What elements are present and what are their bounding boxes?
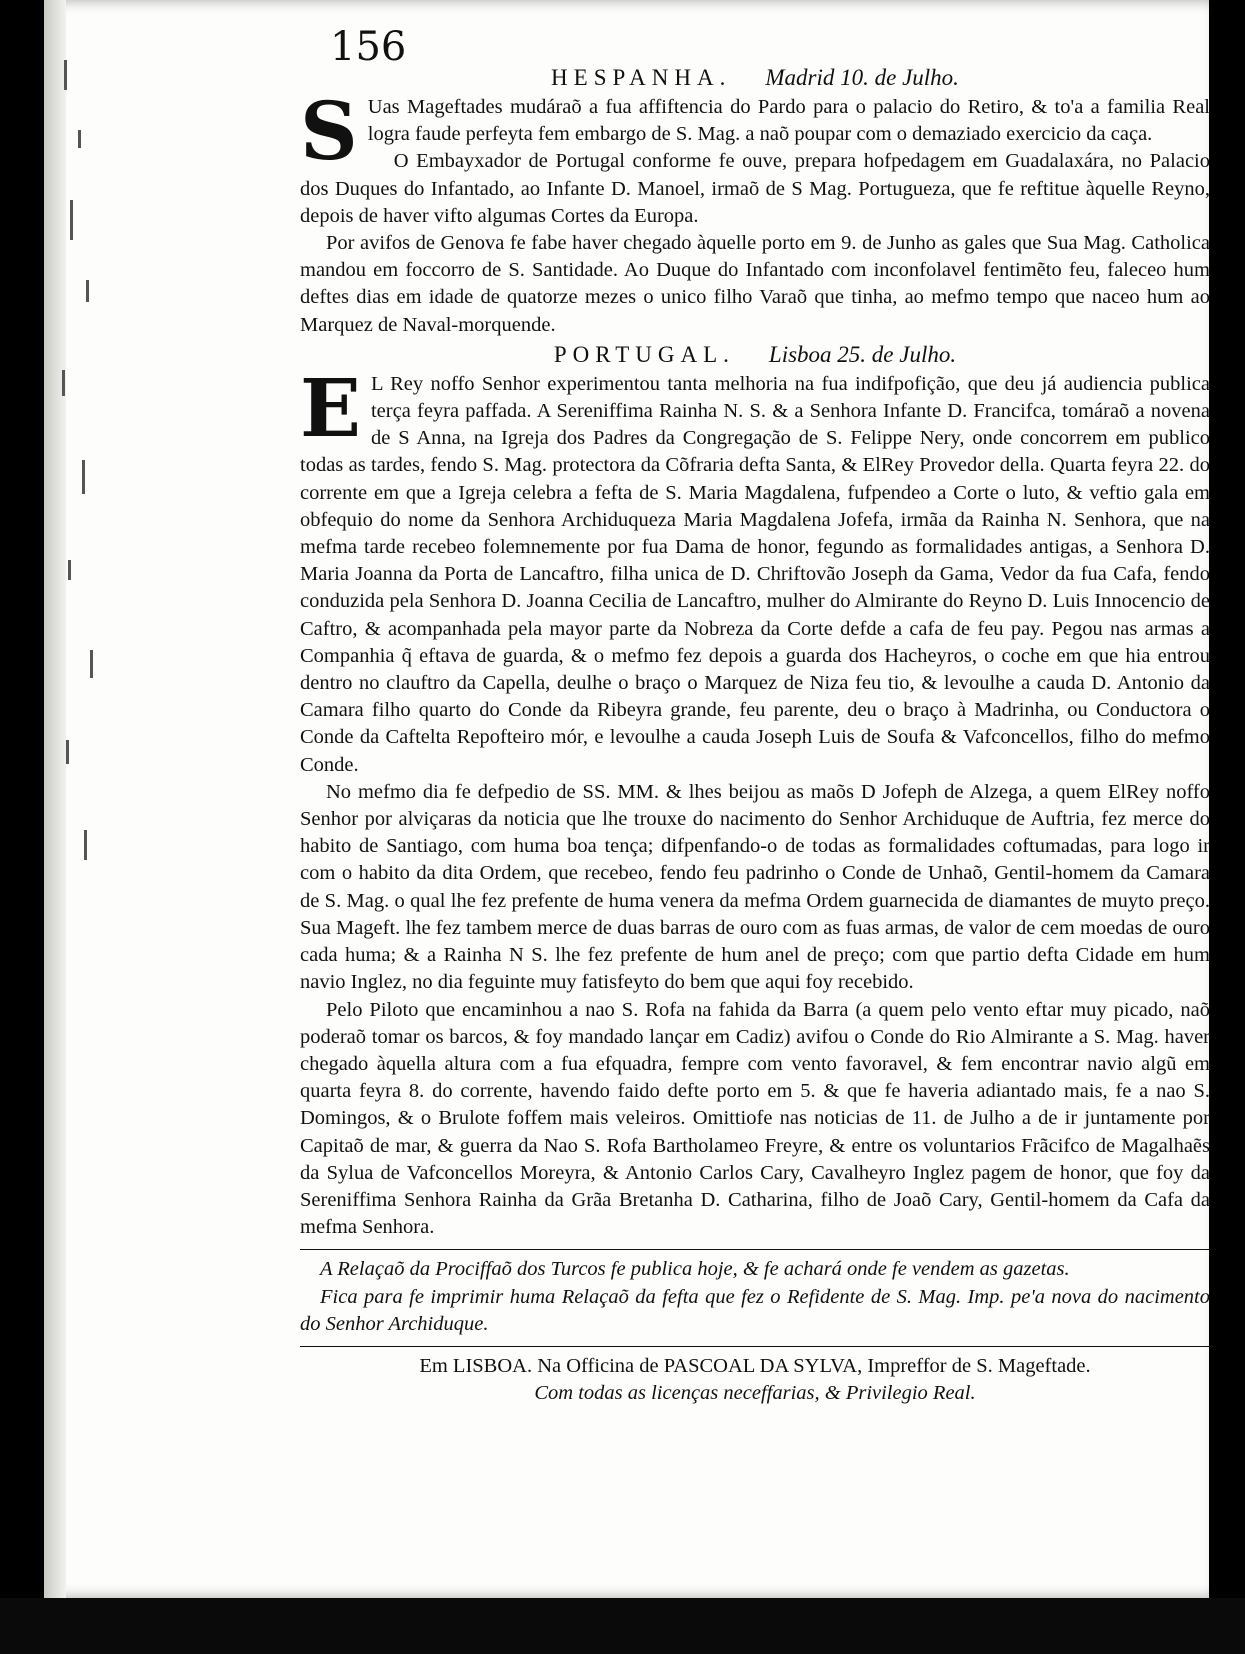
paragraph-text: Uas Mageftades mudáraõ a fua affiftencia do Pardo para o palacio do Retiro, & to'a a familia Real logra faude perfeyta fem embargo de S. Mag. a naõ poupar com o demaziado exercicio da caça. <box>367 96 1210 146</box>
divider-rule <box>300 1346 1210 1347</box>
notice-line: Fica para fe imprimir huma Relaçaõ da fefta que fez o Refidente de S. Mag. Imp. pe'a nova do nacimento do Senhor Archiduque. <box>300 1285 1210 1335</box>
imprint-printer: Em LISBOA. Na Officina de PASCOAL DA SYLVA, Impreffor de S. Mageftade. <box>419 1354 1091 1377</box>
divider-rule <box>300 1249 1210 1250</box>
section-title: PORTUGAL. <box>553 341 735 367</box>
scan-border <box>0 1598 1245 1654</box>
drop-cap: S <box>300 84 358 178</box>
section-dateline: Madrid 10. de Julho. <box>765 65 959 90</box>
article-paragraph: Por avifos de Genova fe fabe haver chegado àquelle porto em 9. de Junho as gales que Sua Mag. Catholica mandou em foccorro de S. Santidade. Ao Duque do Infantado com inconfolavel fentimẽto feu, faleceo hum deftes dias em idade de quatorze mezes o unico filho Varaõ que tinha, ao mefmo tempo que naceo hum ao Marquez de Naval-morquende. <box>300 232 1210 336</box>
article-paragraph <box>300 360 1210 779</box>
section-headline-hespanha <box>300 64 1210 94</box>
margin-bleed-marks <box>56 40 126 1040</box>
section-dateline: Lisboa 25. de Julho. <box>768 341 957 367</box>
article-paragraph: Pelo Piloto que encaminhou a nao S. Rofa na fahida da Barra (a quem pelo vento eftar muy picado, naõ poderaõ tomar os barcos, & foy mandado lançar em Cadiz) avifou o Conde do Rio Almirante a S. Mag. haver chegado àquella altura com a fua efquadra, fempre com vento favoravel, & fem encontrar navio algũ em quarta feyra 8. do corrente, havendo faido defte porto em 5. & que fe haveria adiantado mais, fe a nao S. Domingos, & o Brulote foffem mais veleiros. Omittiofe nas noticias de 11. de Julho a de ir juntamente por Capitaõ de mar, & guerra da Nao S. Rofa Bartholameo Freyre, & entre os voluntarios Frãcifco de Magalhaẽs da Sylua de Vafconcellos Moreyra, & Antonio Carlos Cary, Cavalheyro Inglez pagem de honor, que foy da Sereniffima Senhora Rainha da Grãa Bretanha D. Catharina, filho de Joaõ Cary, Gentil-homem da Cafa da mefma Senhora. <box>300 998 1210 1239</box>
page-content <box>300 26 1210 1407</box>
article-paragraph: O Embayxador de Portugal conforme fe ouve, prepara hofpedagem em Guadalaxára, no Palacio dos Duques do Infantado, ao Infante D. Manoel, irmaõ de S Mag. Portugueza, que fe reftitue àquelle Reyno, depois de haver vifto algumas Cortes da Europa. <box>300 150 1210 227</box>
page-number: 156 <box>330 24 407 70</box>
section-title: HESPANHA. <box>551 65 732 90</box>
section-headline-portugal <box>300 341 1210 371</box>
paragraph-text: L Rey noffo Senhor experimentou tanta melhoria na fua indifpofição, que deu já audiencia publica terça feyra paffada. A Sereniffima Rainha N. S. & a Senhora Infante D. Francifca, tomáraõ a novena de S Anna, na Igreja dos Padres da Congregação de S. Felippe Nery, onde concorrem em publico todas as tardes, fendo S. Mag. protectora da Cõfraria defta Santa, & ElRey Provedor della. Quarta feyra 22. do corrente em que a Igreja celebra a fefta de S. Maria Magdalena, fufpendeo a Corte o luto, & veftio gala em obfequio do nome da Senhora Archiduqueza Maria Magdalena Jofefa, irmãa da Rainha N. Senhora, que na mefma tarde recebeo folemnemente por fua Dama de honor, fegundo as formalidades antigas, a Senhora D. Maria Joanna da Porta de Lancaftro, filha unica de D. Chriftovão Joseph da Gama, Vedor da fua Cafa, fendo conduzida pela Senhora D. Joanna Cecilia de Lancaftro, mulher do Almirante do Reyno D. Luis Innocencio de Caftro, & acompanhada pela mayor parte da Nobreza da Corte defde a cafa de feu pay. Pegou nas armas a Companhia q̃ eftava de guarda, & o mefmo fez depois a guarda dos Hacheyros, o coche em que hia entrou dentro no clauftro da Capella, deulhe o braço o Marquez de Niza feu tio, & levoulhe a cauda D. Antonio da Camara filho quarto do Conde da Ribeyra grande, feu parente, deu o braço à Madrinha, ou Conductora o Conde da Caftelta Repofteiro mór, e levoulhe a cauda Joseph Luis de Soufa & Vafconcellos, filho do mefmo Conde. <box>300 372 1210 776</box>
imprint-licenses: Com todas as licenças neceffarias, & Privilegio Real. <box>534 1382 976 1405</box>
article-paragraph: No mefmo dia fe defpedio de SS. MM. & lhes beijou as maõs D Jofeph de Alzega, a quem ElRey noffo Senhor por alviçaras da noticia que lhe trouxe do nacimento do Senhor Archiduque de Auftria, fez merce do habito de Santiago, com huma boa tença; difpenfando-o de todas as formalidades coftumadas, para logo ir com o habito da dita Ordem, que recebeo, fendo feu padrinho o Conde de Unhaõ, Gentil-homem da Camara de S. Mag. o qual lhe fez prefente de huma venera da mefma Ordem guarnecida de diamantes de muyto preço. Sua Mageft. lhe fez tambem merce de duas barras de ouro com as fuas armas, de valor de cem moedas de ouro cada huma; & a Rainha N S. lhe fez prefente de hum anel de preço; com que partio defta Cidade em hum navio Inglez, no dia feguinte muy fatisfeyto do bem que aqui foy recebido. <box>300 780 1210 994</box>
imprint <box>300 1353 1210 1407</box>
drop-cap: E <box>300 360 361 455</box>
notice-line: A Relaçaõ da Prociffaõ dos Turcos fe publica hoje, & fe achará onde fe vendem as gazetas. <box>320 1258 1070 1281</box>
article-paragraph <box>300 84 1210 178</box>
